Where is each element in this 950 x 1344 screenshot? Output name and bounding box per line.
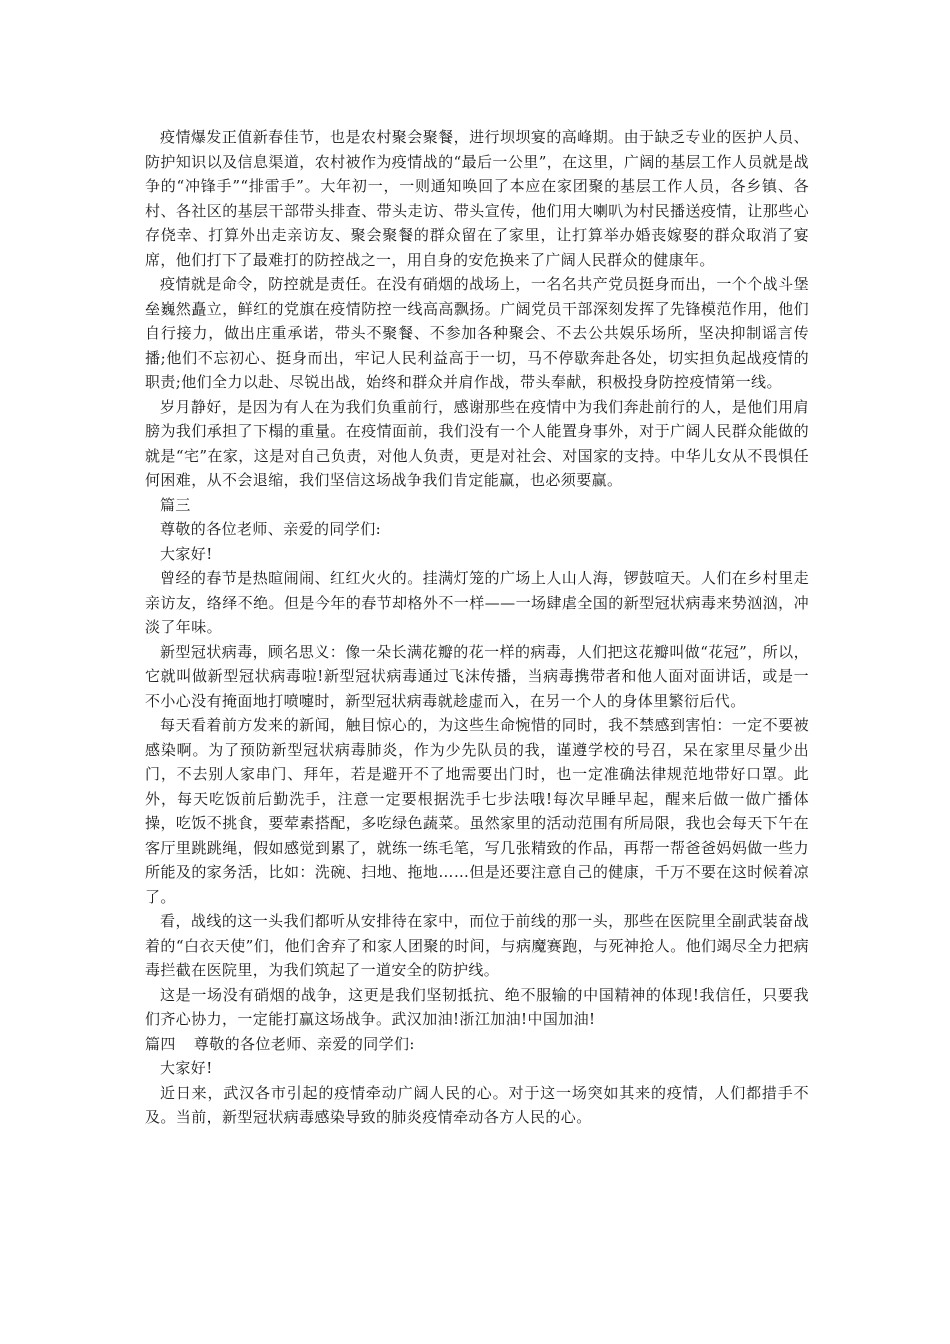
paragraph-frontline: 看，战线的这一头我们都听从安排待在家中，而位于前线的那一头，那些在医院里全副武装奋战着的“白衣天使”们，他们舍弃了和家人团聚的时间，与病魔赛跑，与死神抢人。他们竭尽全力把病毒拦截在医院里，为我们筑起了一道安全的防护线。: [145, 912, 809, 979]
greeting-3: 大家好!: [160, 544, 213, 563]
paragraph-wuhan: 近日来，武汉各市引起的疫情牵动广阔人民的心。对于这一场突如其来的疫情，人们都措手不及。当前，新型冠状病毒感染导致的肺炎疫情牵动各方人民的心。: [145, 1083, 809, 1126]
salutation-3: 尊敬的各位老师、亲爱的同学们:: [160, 520, 382, 538]
paragraph-closing-3: 这是一场没有硝烟的战争，这更是我们坚韧抵抗、绝不服输的中国精神的体现!我信任，只要我们齐心协力，一定能打赢这场战争。武汉加油!浙江加油!中国加油!: [145, 985, 809, 1028]
section-heading-4-line: [145, 1032, 809, 1057]
greeting-4: 大家好!: [160, 1059, 213, 1077]
paragraph-party-members: 疫情就是命令，防控就是责任。在没有硝烟的战场上，一名名共产党员挺身而出，一个个战斗堡垒巍然矗立，鲜红的党旗在疫情防控一线高高飘扬。广阔党员干部深刻发挥了先锋模范作用，他们自行接力，做出庄重承诺，带头不聚餐、不参加各种聚会、不去公共娱乐场所，坚决抑制谣言传播;他们不忘初心、挺身而出，牢记人民利益高于一切，马不停歇奔赴各处，切实担负起战疫情的职责;他们全力以赴、尽锐出战，始终和群众并肩作战，带头奉献，积极投身防控疫情第一线。: [145, 275, 809, 391]
paragraph-rural-grassroots: 疫情爆发正值新春佳节，也是农村聚会聚餐，进行坝坝宴的高峰期。由于缺乏专业的医护人员、防护知识以及信息渠道，农村被作为疫情战的“最后一公里”，在这里，广阔的基层工作人员就是战争的“冲锋手”“排雷手”。大年初一，一则通知唤回了本应在家团聚的基层工作人员，各乡镇、各村、各社区的基层干部带头排查、带头走访、带头宣传，他们用大喇叭为村民播送疫情，让那些心存侥幸、打算外出走亲访友、聚会聚餐的群众留在了家里，让打算举办婚丧嫁娶的群众取消了宴席，他们打下了最难打的防控战之一，用自身的安危换来了广阔人民群众的健康年。: [145, 128, 809, 269]
section-heading-4: 篇四: [145, 1034, 176, 1053]
paragraph-spring-festival: 曾经的春节是热暄闹闹、红红火火的。挂满灯笼的广场上人山人海，锣鼓喧天。人们在乡村里走亲访友，络绎不绝。但是今年的春节却格外不一样——一场肆虐全国的新型冠状病毒来势汹汹，冲淡了年味。: [145, 569, 809, 636]
paragraph-stay-home: 岁月静好，是因为有人在为我们负重前行，感谢那些在疫情中为我们奔赴前行的人，是他们用肩膀为我们承担了下榻的重量。在疫情面前，我们没有一个人能置身事外，对于广阔人民群众能做的就是“宅”在家，这是对自己负责，对他人负责，更是对社会、对国家的支持。中华儿女从不畏惧任何困难，从不会退缩，我们坚信这场战争我们肯定能赢，也必须要赢。: [145, 397, 809, 489]
section-heading-3: 篇三: [160, 495, 191, 514]
paragraph-virus-name: 新型冠状病毒，顾名思义：像一朵长满花瓣的花一样的病毒，人们把这花瓣叫做“花冠”，所以，它就叫做新型冠状病毒啦!新型冠状病毒通过飞沫传播，当病毒携带者和他人面对面讲话，或是一不小心没有掩面地打喷嚏时，新型冠状病毒就趁虚而入，在另一个人的身体里繁衍后代。: [145, 642, 809, 710]
document-page: [145, 125, 809, 1130]
salutation-4: 尊敬的各位老师、亲爱的同学们:: [193, 1034, 415, 1053]
paragraph-daily-routine: 每天看着前方发来的新闻，触目惊心的，为这些生命惋惜的同时，我不禁感到害怕：一定不要被感染啊。为了预防新型冠状病毒肺炎，作为少先队员的我，谨遵学校的号召，呆在家里尽量少出门，不去别人家串门、拜年，若是避开不了地需要出门时，也一定准确法律规范地带好口罩。此外，每天吃饭前后勤洗手，注意一定要根据洗手七步法哦!每次早睡早起，醒来后做一做广播体操，吃饭不挑食，要荤素搭配，多吃绿色蔬菜。虽然家里的活动范围有所局限，我也会每天下午在客厅里跳跳绳，假如感觉到累了，就练一练毛笔，写几张精致的作品，再帮一帮爸爸妈妈做一些力所能及的家务活，比如：洗碗、扫地、拖地……但是还要注意自己的健康，千万不要在这时候着凉了。: [145, 716, 809, 906]
